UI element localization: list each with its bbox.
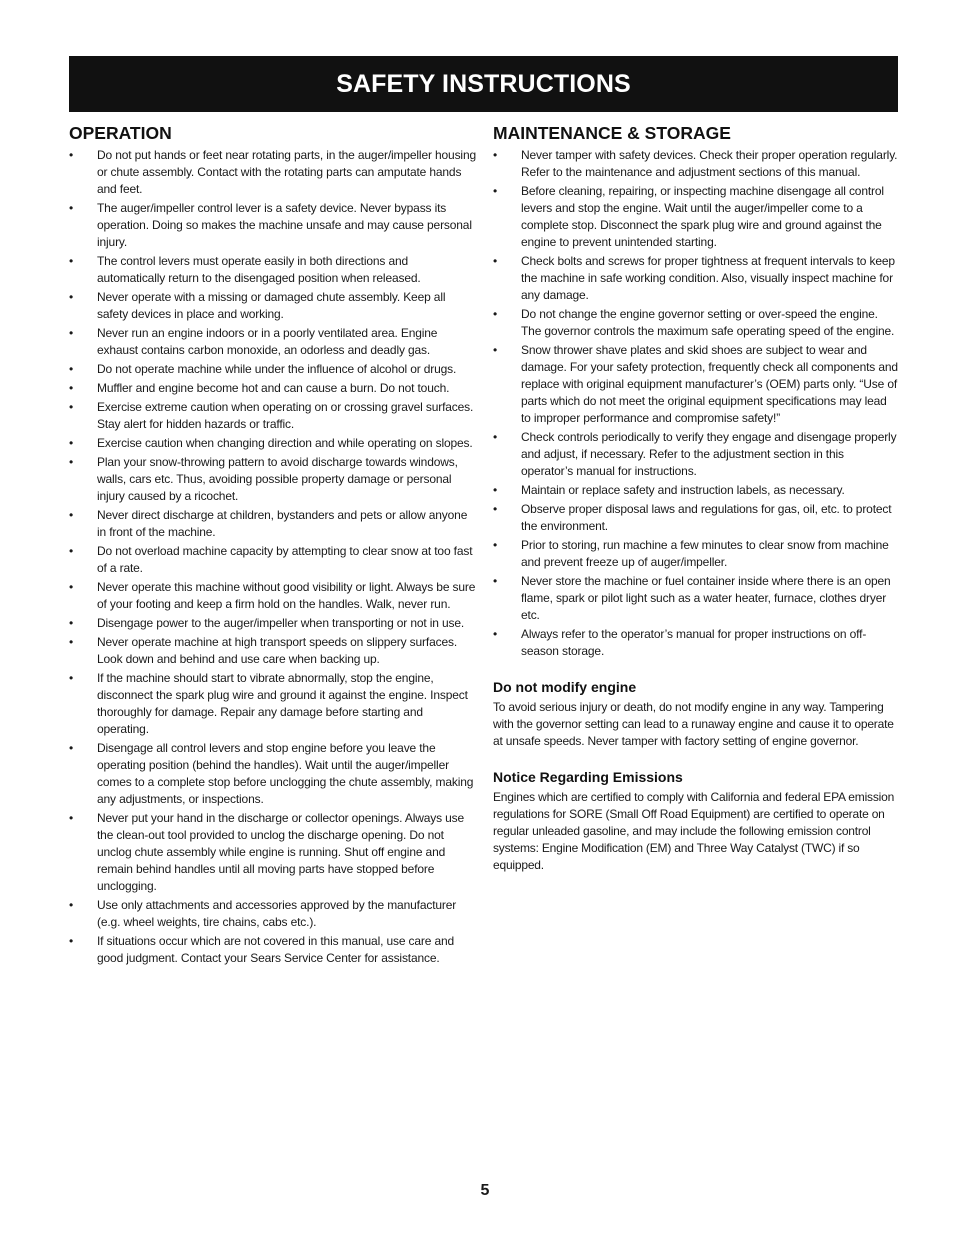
bullet-icon: • xyxy=(69,148,74,162)
bullet-icon: • xyxy=(69,362,74,376)
page-number: 5 xyxy=(480,1182,490,1199)
list-item: • Do not operate machine while under the influence of alcohol or drugs. xyxy=(69,362,457,376)
bullet-icon: • xyxy=(69,455,74,469)
bullet-icon: • xyxy=(493,430,498,444)
list-item: • The auger/impeller control lever is a safety device. Never bypass its operation. Doing so makes the machine unsafe and may cause personal injury. xyxy=(69,201,472,249)
operation-list xyxy=(69,147,477,967)
list-item: • Never tamper with safety devices. Check their proper operation regularly. Refer to the maintenance and adjustment sections of this manual. xyxy=(493,148,898,179)
list-item: • Never store the machine or fuel container inside where there is an open flame, spark or pilot light such as a water heater, furnace, clothes dryer etc. xyxy=(493,574,891,622)
operation-column xyxy=(69,122,477,969)
bullet-icon: • xyxy=(493,502,498,516)
list-item: • Use only attachments and accessories approved by the manufacturer (e.g. wheel weights, tire chains, cabs etc.). xyxy=(69,898,457,929)
list-item: • Never put your hand in the discharge or collector openings. Always use the clean-out tool provided to unclog the discharge opening. Do not unclog chute assembly while engine is running. Shut off engine and remain behind handles until all moving parts have stopped before unclogging. xyxy=(69,811,465,893)
list-item: • Plan your snow-throwing pattern to avoid discharge towards windows, walls, cars etc. Thus, avoiding possible property damage or personal injury caused by a ricochet. xyxy=(69,455,458,503)
bullet-icon: • xyxy=(69,580,74,594)
list-item: • Snow thrower shave plates and skid shoes are subject to wear and damage. For your safety protection, frequently check all components and replace with original equipment manufacturer’s (OEM) parts only. “Use of parts which do not meet the original equipment specifications may lead to improper performance and compromise safety!” xyxy=(493,343,898,425)
list-item: • Never operate with a missing or damaged chute assembly. Keep all safety devices in place and working. xyxy=(69,290,446,321)
title-banner xyxy=(69,56,898,112)
bullet-icon: • xyxy=(69,201,74,215)
emissions-heading: Notice Regarding Emissions xyxy=(493,769,683,785)
bullet-icon: • xyxy=(493,538,498,552)
bullet-icon: • xyxy=(493,627,498,641)
list-item: • Exercise caution when changing direction and while operating on slopes. xyxy=(69,436,473,450)
do-not-modify-heading: Do not modify engine xyxy=(493,679,637,695)
list-item: • Muffler and engine become hot and can cause a burn. Do not touch. xyxy=(69,381,450,395)
bullet-icon: • xyxy=(69,635,74,649)
do-not-modify-text: To avoid serious injury or death, do not modify engine in any way. Tampering with the governor setting can lead to a runaway engine and cause it to operate at unsafe speeds. Never tamper with factory setting of engine governor. xyxy=(493,700,894,748)
bullet-icon: • xyxy=(493,148,498,162)
bullet-icon: • xyxy=(69,508,74,522)
bullet-icon: • xyxy=(69,741,74,755)
bullet-icon: • xyxy=(69,934,74,948)
list-item: • Do not change the engine governor setting or over-speed the engine. The governor controls the maximum safe operating speed of the engine. xyxy=(493,307,895,338)
list-item: • Never operate this machine without good visibility or light. Always be sure of your footing and keep a firm hold on the handles. Walk, never run. xyxy=(69,580,476,611)
bullet-icon: • xyxy=(493,483,498,497)
bullet-icon: • xyxy=(69,400,74,414)
list-item: • Maintain or replace safety and instruction labels, as necessary. xyxy=(493,483,845,497)
bullet-icon: • xyxy=(69,544,74,558)
list-item: • Check bolts and screws for proper tightness at frequent intervals to keep the machine in safe working condition. Also, visually inspect machine for any damage. xyxy=(493,254,895,302)
list-item: • Do not overload machine capacity by attempting to clear snow at too fast of a rate. xyxy=(69,544,473,575)
list-item: • Always refer to the operator’s manual for proper instructions on off-season storage. xyxy=(493,627,867,658)
bullet-icon: • xyxy=(69,381,74,395)
list-item: • Exercise extreme caution when operating on or crossing gravel surfaces. Stay alert for hidden hazards or traffic. xyxy=(69,400,474,431)
operation-heading: OPERATION xyxy=(69,123,172,143)
bullet-icon: • xyxy=(493,254,498,268)
maintenance-heading: MAINTENANCE & STORAGE xyxy=(493,123,731,143)
bullet-icon: • xyxy=(69,326,74,340)
emissions-text: Engines which are certified to comply with California and federal EPA emission regulations for SORE (Small Off Road Equipment) are certified to operate on regular unleaded gasoline, and may include the following emission control systems: Engine Modification (EM) and Three Way Catalyst (TWC) if so equipped. xyxy=(493,790,895,872)
list-item: • Do not put hands or feet near rotating parts, in the auger/impeller housing or chute assembly. Contact with the rotating parts can amputate hands and feet. xyxy=(69,148,476,196)
list-item: • If the machine should start to vibrate abnormally, stop the engine, disconnect the spark plug wire and ground it against the engine. Inspect thoroughly for damage. Repair any damage before starting and operating. xyxy=(69,671,468,736)
maintenance-column xyxy=(493,122,898,874)
list-item: • Observe proper disposal laws and regulations for gas, oil, etc. to protect the environment. xyxy=(493,502,892,533)
list-item: • Before cleaning, repairing, or inspecting machine disengage all control levers and stop the engine. Wait until the auger/impeller come to a complete stop. Disconnect the spark plug wire and ground against the engine to prevent unintended starting. xyxy=(493,184,884,249)
bullet-icon: • xyxy=(493,307,498,321)
list-item: • Prior to storing, run machine a few minutes to clear snow from machine and prevent freeze up of auger/impeller. xyxy=(493,538,889,569)
list-item: • Never run an engine indoors or in a poorly ventilated area. Engine exhaust contains carbon monoxide, an odorless and deadly gas. xyxy=(69,326,438,357)
bullet-icon: • xyxy=(69,616,74,630)
bullet-icon: • xyxy=(69,436,74,450)
bullet-icon: • xyxy=(69,254,74,268)
bullet-icon: • xyxy=(493,343,498,357)
bullet-icon: • xyxy=(69,811,74,825)
bullet-icon: • xyxy=(493,184,498,198)
list-item: • Disengage power to the auger/impeller when transporting or not in use. xyxy=(69,616,465,630)
list-item: • Check controls periodically to verify they engage and disengage properly and adjust, if necessary. Refer to the adjustment section in this operator’s manual for instructions. xyxy=(493,430,897,478)
bullet-icon: • xyxy=(69,671,74,685)
list-item: • Never operate machine at high transport speeds on slippery surfaces. Look down and behind and use care when backing up. xyxy=(69,635,458,666)
bullet-icon: • xyxy=(69,898,74,912)
page-title: SAFETY INSTRUCTIONS xyxy=(336,69,631,98)
list-item: • If situations occur which are not covered in this manual, use care and good judgment. Contact your Sears Service Center for assistance. xyxy=(69,934,455,965)
list-item: • Never direct discharge at children, bystanders and pets or allow anyone in front of the machine. xyxy=(69,508,468,539)
maintenance-list xyxy=(493,147,898,660)
list-item: • The control levers must operate easily in both directions and automatically return to the disengaged position when released. xyxy=(69,254,421,285)
bullet-icon: • xyxy=(69,290,74,304)
bullet-icon: • xyxy=(493,574,498,588)
list-item: • Disengage all control levers and stop engine before you leave the operating position (behind the handles). Wait until the auger/impeller comes to a complete stop before unclogging the chute assembly, making any adjustments, or inspections. xyxy=(69,741,474,806)
